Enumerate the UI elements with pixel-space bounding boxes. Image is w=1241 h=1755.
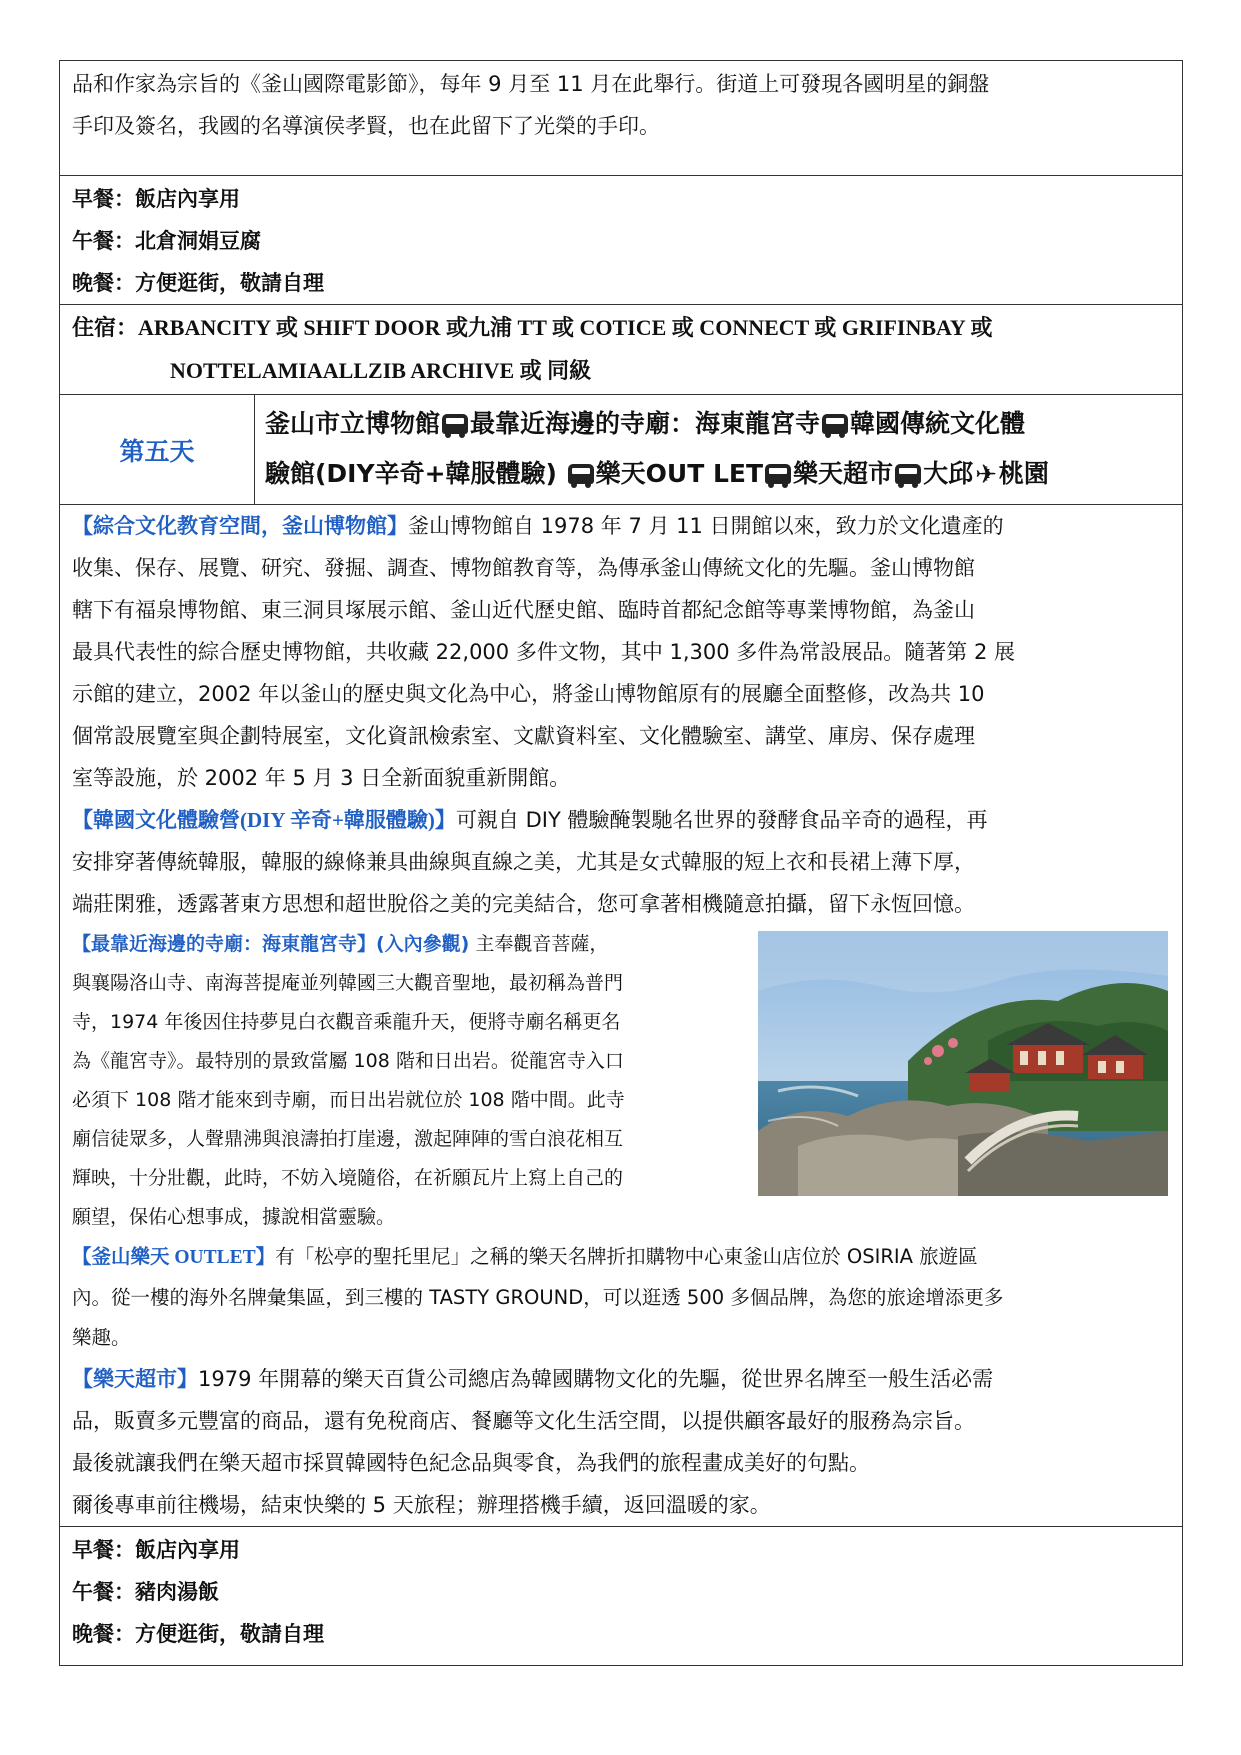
day5-header [60,395,1182,505]
intro-line: 手印及簽名，我國的名導演侯孝賢，也在此留下了光榮的手印。 [72,114,660,138]
lodging-line-2: NOTTELAMIAALLZIB ARCHIVE 或 同級 [170,358,592,383]
temple-line: 寺，1974 年後因住持夢見白衣觀音乘龍升天，便將寺廟名稱更名 [72,1011,621,1033]
supermarket-line: 最後就讓我們在樂天超市採買韓國特色紀念品與零食，為我們的旅程畫成美好的句點。 [72,1451,870,1475]
supermarket-line: 品，販賣多元豐富的商品，還有免稅商店、餐廳等文化生活空間，以提供顧客最好的服務為宗旨。 [72,1409,975,1433]
supermarket-line [60,1358,1182,1400]
culture-line [60,799,1182,841]
day-label: 第五天 [60,395,255,504]
lodging-section [60,305,1182,395]
plane-icon: ✈ [975,460,997,490]
route-line-2 [265,449,1172,500]
day-route [255,395,1182,504]
bus-icon [895,464,921,484]
route-stop: 樂天OUT LET [595,459,764,488]
temple-line: 廟信徒眾多，人聲鼎沸與浪濤拍打崖邊，激起陣陣的雪白浪花相互 [72,1128,624,1150]
temple-text [60,925,740,1237]
temple-line: 為《龍宮寺》。最特別的景致當屬 108 階和日出岩。從龍宮寺入口 [72,1050,624,1072]
supermarket-title: 【樂天超市】 [72,1367,198,1391]
museum-title: 【綜合文化教育空間，釜山博物館】 [72,514,408,538]
route-line-1 [265,399,1172,449]
breakfast-text: 早餐：飯店內享用 [72,1538,240,1562]
museum-line [60,505,1182,547]
intro-line: 品和作家為宗旨的《釜山國際電影節》，每年 9 月至 11 月在此舉行。街道上可發現各國明星的銅盤 [72,72,990,96]
bus-icon [442,414,468,434]
museum-line: 收集、保存、展覽、研究、發掘、調查、博物館教育等，為傳承釜山傳統文化的先驅。釜山博物館 [72,556,975,580]
route-stop: 最靠近海邊的寺廟：海東龍宮寺 [470,409,821,438]
temple-line: 願望，保佑心想事成，據說相當靈驗。 [72,1206,396,1228]
route-stop: 釜山市立博物館 [265,409,441,438]
dinner-text: 晚餐：方便逛街，敬請自理 [72,271,324,295]
outlet-section [60,1237,1182,1358]
temple-line: 輝映，十分壯觀，此時，不妨入境隨俗，在祈願瓦片上寫上自己的 [72,1167,624,1189]
culture-text: 可親自 DIY 體驗醃製馳名世界的發酵食品辛奇的過程，再 [455,808,988,832]
itinerary-table [59,60,1183,1666]
museum-line: 室等設施，於 2002 年 5 月 3 日全新面貌重新開館。 [72,766,571,790]
meals-day5 [60,1527,1182,1655]
breakfast-text: 早餐：飯店內享用 [72,187,240,211]
museum-text: 釜山博物館自 1978 年 7 月 11 日開館以來，致力於文化遺產的 [408,514,1004,538]
outlet-line: 內。從一樓的海外名牌彙集區，到三樓的 TASTY GROUND，可以逛透 500 多個品牌，為您的旅途增添更多 [72,1286,1004,1309]
route-stop: 大邱 [923,459,974,488]
temple-line: 必須下 108 階才能來到寺廟，而日出岩就位於 108 階中間。此寺 [72,1089,625,1111]
route-stop: 韓國傳統文化體 [850,409,1026,438]
lunch-text: 午餐：北倉洞娟豆腐 [72,229,261,253]
museum-line: 最具代表性的綜合歷史博物館，共收藏 22,000 多件文物，其中 1,300 多件為常設展品。隨著第 2 展 [72,640,1016,664]
intro-section [60,61,1182,176]
temple-block [60,925,1182,1237]
museum-line: 轄下有福泉博物館、東三洞貝塚展示館、釜山近代歷史館、臨時首都紀念館等專業博物館，為釜山 [72,598,975,622]
meals-day4 [60,176,1182,305]
culture-title: 【韓國文化體驗營(DIY 辛奇+韓服體驗)】 [72,808,456,832]
lodging-hotels: ARBANCITY 或 SHIFT DOOR 或九浦 TT 或 COTICE 或 CONNECT 或 GRIFINBAY 或 [138,315,993,340]
route-stop: 驗館(DIY辛奇+韓服體驗) [265,459,566,488]
temple-text-lead: 主奉觀音菩薩， [469,933,609,955]
day5-description [60,505,1182,1527]
temple-line [60,925,740,964]
bus-icon [568,464,594,484]
culture-line: 安排穿著傳統韓服，韓服的線條兼具曲線與直線之美，尤其是女式韓服的短上衣和長裙上薄下厚， [72,850,975,874]
outlet-line: 樂趣。 [72,1326,131,1349]
route-stop: 桃園 [998,459,1049,488]
supermarket-line: 爾後專車前往機場，結束快樂的 5 天旅程；辦理搭機手續，返回溫暖的家。 [72,1493,771,1517]
outlet-text: 有「松亭的聖托里尼」之稱的樂天名牌折扣購物中心東釜山店位於 OSIRIA 旅遊區 [275,1245,978,1268]
lunch-text: 午餐：豬肉湯飯 [72,1580,219,1604]
temple-photo [758,931,1168,1196]
dinner-text: 晚餐：方便逛街，敬請自理 [72,1622,324,1646]
bus-icon [765,464,791,484]
temple-line: 與襄陽洛山寺、南海菩提庵並列韓國三大觀音聖地，最初稱為普門 [72,972,624,994]
supermarket-text: 1979 年開幕的樂天百貨公司總店為韓國購物文化的先驅，從世界名牌至一般生活必需 [198,1367,994,1391]
route-stop: 樂天超市 [793,459,894,488]
outlet-line [60,1237,1182,1278]
outlet-title: 【釜山樂天 OUTLET】 [72,1247,276,1268]
lodging-label: 住宿： [72,316,139,341]
lodging-line-1 [60,307,1182,350]
culture-line: 端莊閑雅，透露著東方思想和超世脫俗之美的完美結合，您可拿著相機隨意拍攝，留下永恆回憶。 [72,892,975,916]
bus-icon [822,414,848,434]
museum-line: 示館的建立，2002 年以釜山的歷史與文化為中心，將釜山博物館原有的展廳全面整修，改為共 10 [72,682,985,706]
museum-line: 個常設展覽室與企劃特展室，文化資訊檢索室、文獻資料室、文化體驗室、講堂、庫房、保存處理 [72,724,975,748]
temple-title: 【最靠近海邊的寺廟：海東龍宮寺】(入內參觀) [72,933,470,955]
